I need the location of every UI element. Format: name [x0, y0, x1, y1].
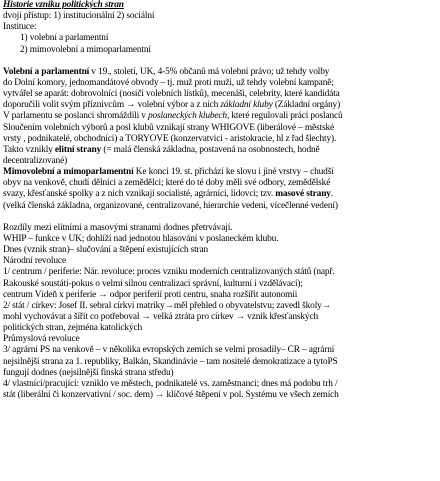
text-line: [3, 234, 437, 245]
text-run: decentralizované): [3, 155, 68, 166]
text-run: stát (liberální či konzervativní / soc. dem) → klíčové štěpení v pol. Systému ve všech zemích: [3, 389, 339, 400]
text-run: 2/ stát / církev: Josef II. sebral církvi matriky→měl přehled o obyvatelstvu; zavedl školy→: [3, 300, 331, 311]
text-line: [3, 100, 437, 111]
text-line: [3, 379, 437, 390]
text-run: doporučili volit svým příznivcům → volební výbor a z nich: [3, 100, 221, 111]
text-run: 1/ centrum / periferie: Nár. revoluce: proces vzniku moderních centralizovaných států (např.: [3, 267, 335, 278]
list-item: [3, 33, 437, 44]
text-line: [3, 67, 437, 78]
text-line: [3, 323, 437, 334]
text-line: [3, 368, 437, 379]
text-line: [3, 334, 437, 345]
text-run: (Základní orgány): [272, 100, 341, 111]
text-run: WHIP – funkce v UK; dohlíží nad jednotou hlasování v poslaneckém klubu.: [3, 233, 279, 244]
text-run: Takto vznikly: [3, 144, 55, 155]
text-run: do Dolní komory, jednomandátové obvody – tj. muž proti muži, už tehdy volební kampaně;: [3, 77, 334, 88]
text-run: dvojí přístup: 1) institucionální 2) sociální: [3, 11, 155, 22]
text-line: [3, 123, 437, 134]
text-run: mohl vychovávat a šířit co potřeboval → velká ztráta pro církev → vznik křesťanských: [3, 311, 318, 322]
text-run: Průmyslová revoluce: [3, 334, 80, 345]
text-run: v 19., století, UK, 4-5% občanů má volební právo; už tehdy volby: [89, 66, 330, 77]
text-run: základní kluby: [220, 100, 273, 111]
text-run: Rakouské soustátí-pokus o velmi silnou centralizaci správní, kulturní i vzdělávací);: [3, 278, 303, 289]
text-run: masové strany: [275, 189, 331, 200]
text-line: [3, 167, 437, 178]
text-run: Volební a parlamentní: [3, 66, 90, 77]
text-run: politických stran, zejména katolických: [3, 323, 143, 334]
text-line: [3, 279, 437, 290]
text-line: [3, 301, 437, 312]
text-run: vytvářel se aparát: dobrovolníci (nosiči volebních lístků), mecenáši, celebrity, které kandidáta: [3, 89, 340, 100]
text-line: [3, 145, 437, 156]
text-run: Ke konci 19. st. přichází ke slovu i jiné vrstvy – chudší: [133, 167, 334, 178]
text-run: (= malá členská základna, postavená na osobnostech, hodně: [101, 144, 320, 155]
text-line: [3, 11, 437, 22]
text-run: poslaneckých klubech: [147, 111, 227, 122]
text-line: [3, 290, 437, 301]
text-run: (velká členská základna, organizované, centralizované, hierarchie vedení, vícečlenné vedení): [3, 200, 338, 211]
text-line: [3, 357, 437, 368]
text-run: elitní strany: [54, 144, 102, 155]
text-run: nejsilnější strana za 1. republiky, Balkán, Skandinávie – tam nositelé demokratizace a tytoPS: [3, 356, 338, 367]
text-line: [3, 201, 437, 212]
text-line: [3, 178, 437, 189]
text-run: 1) volební a parlamentní: [20, 33, 109, 44]
blank-line: [3, 212, 437, 223]
text-run: Rozdíly mezi elitními a masovými stranami dodnes přetrvávají.: [3, 222, 233, 233]
text-run: svazy, křesťanské spolky a z nich vznikají socialisté, agrárníci, lidovci; tzv.: [3, 189, 276, 200]
text-run: V parlamentu se poslanci shromáždili v: [3, 111, 148, 122]
text-run: centrum Vídeň x periferie → odpor periferií proti centru, snaha rozšířit autonomii: [3, 289, 298, 300]
text-line: [3, 134, 437, 145]
text-run: .: [330, 189, 334, 200]
text-run: Instituce:: [3, 22, 37, 33]
document-body: [3, 11, 437, 401]
text-line: [3, 256, 437, 267]
text-line: [3, 223, 437, 234]
text-line: [3, 156, 437, 167]
text-run: fungují dodnes (nejsilnější finská strana středu): [3, 367, 174, 378]
text-run: Mimovolební a mimoparlamentní: [3, 167, 134, 178]
text-run: Dnes (vznik stran)– slučování a štěpení existujících stran: [3, 245, 209, 256]
text-line: [3, 390, 437, 401]
list-item: [3, 45, 437, 56]
text-line: [3, 267, 437, 278]
text-run: vrsty , podnikatelé, obchodníci) a TORYOVÉ (konzervatvici - aristokracie, hl z řad šlechty).: [3, 133, 337, 144]
text-line: [3, 245, 437, 256]
document-title: Historie vzniku politických stran: [3, 0, 124, 10]
text-line: [3, 312, 437, 323]
text-line: [3, 22, 437, 33]
text-run: , které regulovali práci poslanců: [226, 111, 343, 122]
text-run: 2) mimovolební a mimoparlamentní: [20, 44, 151, 55]
text-line: [3, 78, 437, 89]
text-run: Sloučením volebních výborů a posl klubů vznikají strany WHIGOVÉ (liberálové – městské: [3, 122, 335, 133]
text-run: 3/ agrární PS na venkově – v několika evropských zemích se velmi prosadily– ČR – agrární: [3, 345, 335, 356]
text-line: [3, 111, 437, 122]
text-run: obyv na venkově, chudí dělníci a zemědělci; které do té doby měli své odbory, zemědělské: [3, 178, 331, 189]
document: [3, 0, 437, 401]
text-line: [3, 89, 437, 100]
text-run: Národní revoluce: [3, 256, 66, 267]
text-line: [3, 189, 437, 200]
text-run: 4/ vlastníci/pracující: vzniklo ve městech, podnikatelé vs. zaměstnanci; dnes má podobu trh /: [3, 378, 338, 389]
text-line: [3, 345, 437, 356]
blank-line: [3, 56, 437, 67]
